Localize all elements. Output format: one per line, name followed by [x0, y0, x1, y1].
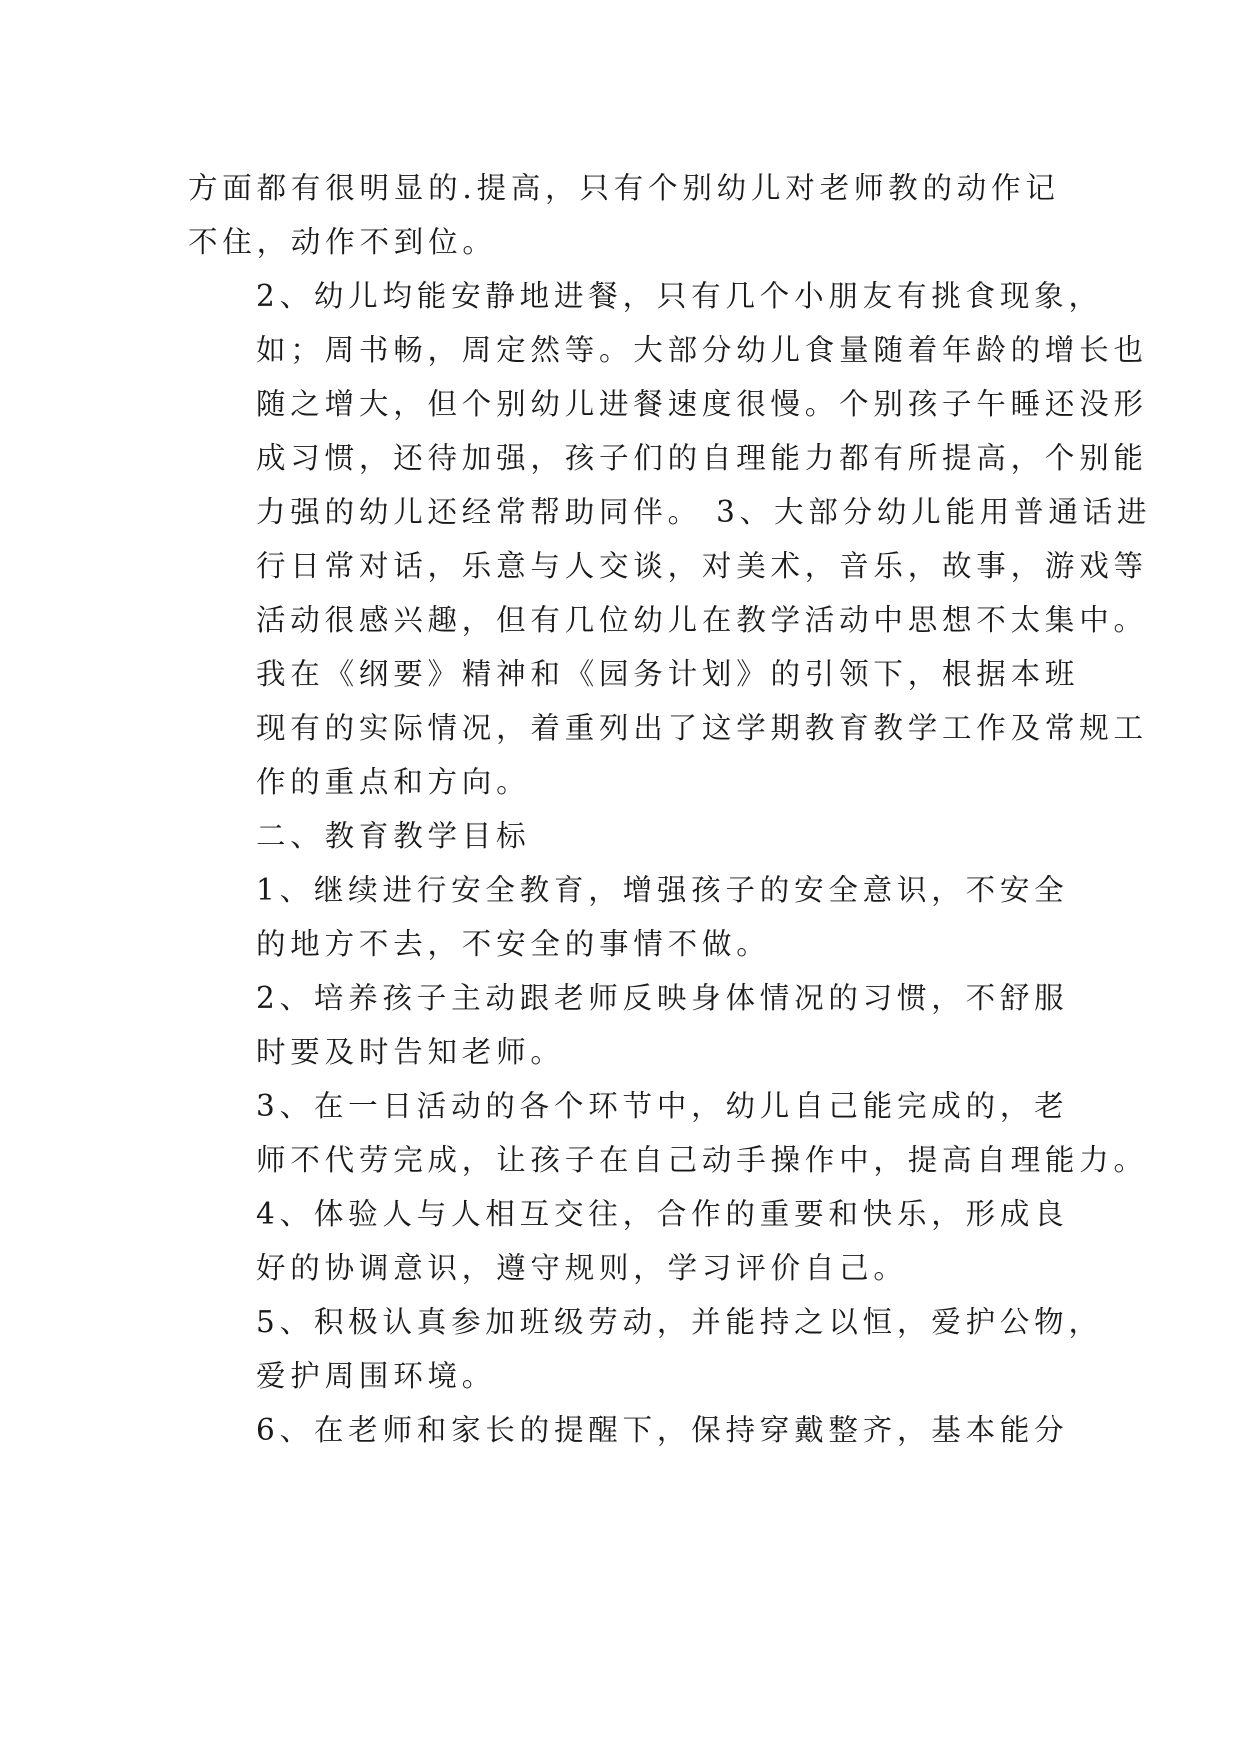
text-line: 2、培养孩子主动跟老师反映身体情况的习惯，不舒服 — [256, 981, 1069, 1015]
heading-line: 二、教育教学目标 — [256, 819, 531, 853]
text-line: 活动很感兴趣，但有几位幼儿在教学活动中思想不太集中。 — [256, 603, 1148, 637]
text-line: 爱护周围环境。 — [256, 1359, 497, 1393]
text-line: 如；周书畅，周定然等。大部分幼儿食量随着年龄的增长也 — [256, 333, 1148, 367]
text-line: 我在《纲要》精神和《园务计划》的引领下，根据本班 — [256, 657, 1080, 691]
text-line: 2、幼儿均能安静地进餐，只有几个小朋友有挑食现象， — [256, 279, 1103, 313]
text-line: 行日常对话，乐意与人交谈，对美术，音乐，故事，游戏等 — [256, 549, 1148, 583]
text-line: 师不代劳完成，让孩子在自己动手操作中，提高自理能力。 — [256, 1143, 1148, 1177]
text-line: 的地方不去，不安全的事情不做。 — [256, 927, 771, 961]
text-line: 4、体验人与人相互交往，合作的重要和快乐，形成良 — [256, 1197, 1069, 1231]
text-line: 力强的幼儿还经常帮助同伴。 3、大部分幼儿能用普通话进 — [256, 495, 1152, 529]
text-line: 作的重点和方向。 — [256, 765, 531, 799]
text-line: 随之增大，但个别幼儿进餐速度很慢。个别孩子午睡还没形 — [256, 387, 1148, 421]
text-line: 好的协调意识，遵守规则，学习评价自己。 — [256, 1251, 908, 1285]
text-line: 6、在老师和家长的提醒下，保持穿戴整齐，基本能分 — [256, 1413, 1069, 1447]
section-heading — [188, 809, 1068, 863]
text-line: 3、在一日活动的各个环节中，幼儿自己能完成的，老 — [256, 1089, 1069, 1123]
goal-item-3 — [188, 1079, 1148, 1187]
text-line: 现有的实际情况，着重列出了这学期教育教学工作及常规工 — [256, 711, 1148, 745]
goal-item-1 — [188, 863, 1068, 971]
goal-item-5 — [188, 1295, 1103, 1403]
goal-item-2 — [188, 971, 1068, 1079]
text-line: 不住，动作不到位。 — [188, 225, 497, 259]
paragraph-item-2 — [188, 269, 1152, 647]
text-line: 5、积极认真参加班级劳动，并能持之以恒，爱护公物， — [256, 1305, 1103, 1339]
paragraph-continuation — [188, 161, 1068, 269]
goal-item-6 — [188, 1403, 1068, 1457]
text-line: 成习惯，还待加强，孩子们的自理能力都有所提高，个别能 — [256, 441, 1148, 475]
text-line: 方面都有很明显的.提高，只有个别幼儿对老师教的动作记 — [188, 171, 1060, 205]
document-body — [188, 161, 1152, 1457]
goal-item-4 — [188, 1187, 1068, 1295]
text-line: 1、继续进行安全教育，增强孩子的安全意识，不安全 — [256, 873, 1069, 907]
paragraph-guideline — [188, 647, 1148, 809]
text-line: 时要及时告知老师。 — [256, 1035, 565, 1069]
